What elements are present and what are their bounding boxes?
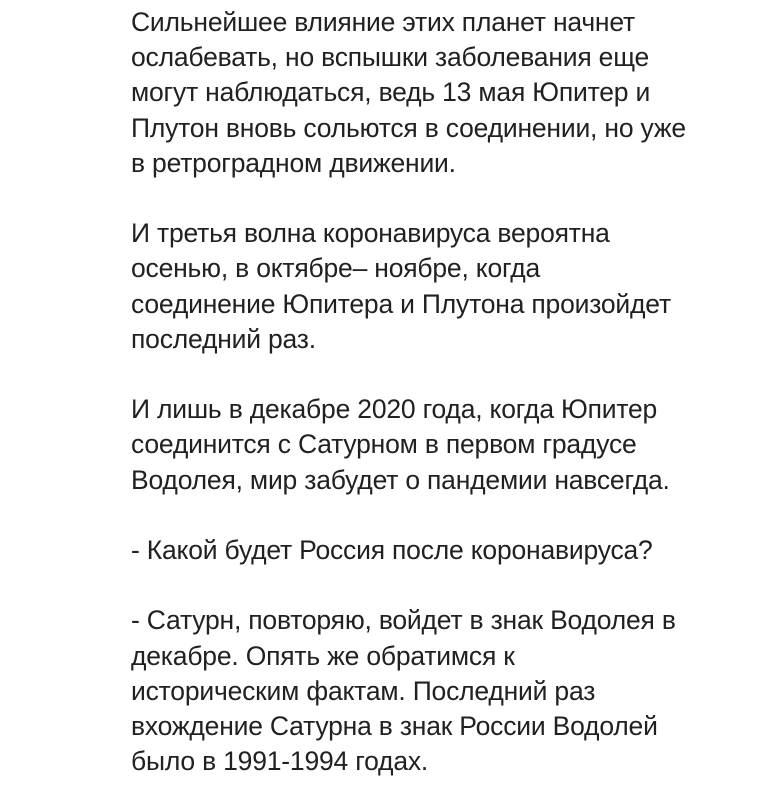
paragraph-answer-saturn-aquarius: - Сатурн, повторяю, войдет в знак Водолея в декабре. Опять же обратимся к историческим фактам. Последний раз вхождение Сатурна в знак России Водолей было в 1991-1994 годах. bbox=[131, 605, 676, 777]
paragraph-december-2020: И лишь в декабре 2020 года, когда Юпитер соединится с Сатурном в первом градусе Водолея, мир забудет о пандемии навсегда. bbox=[131, 394, 670, 495]
paragraph-saturn-jupiter-influence: Сильнейшее влияние этих планет начнет ослабевать, но вспышки заболевания еще могут наблюдаться, ведь 13 мая Юпитер и Плутон вновь сольются в соединении, но уже в ретроградном движении. bbox=[131, 7, 686, 178]
paragraph-third-wave: И третья волна коронавируса вероятна осенью, в октябре– ноябре, когда соединение Юпитера и Плутона произойдет последний раз. bbox=[131, 218, 671, 354]
article-body bbox=[131, 5, 739, 779]
paragraph-question-russia: - Какой будет Россия после коронавируса? bbox=[131, 535, 653, 565]
